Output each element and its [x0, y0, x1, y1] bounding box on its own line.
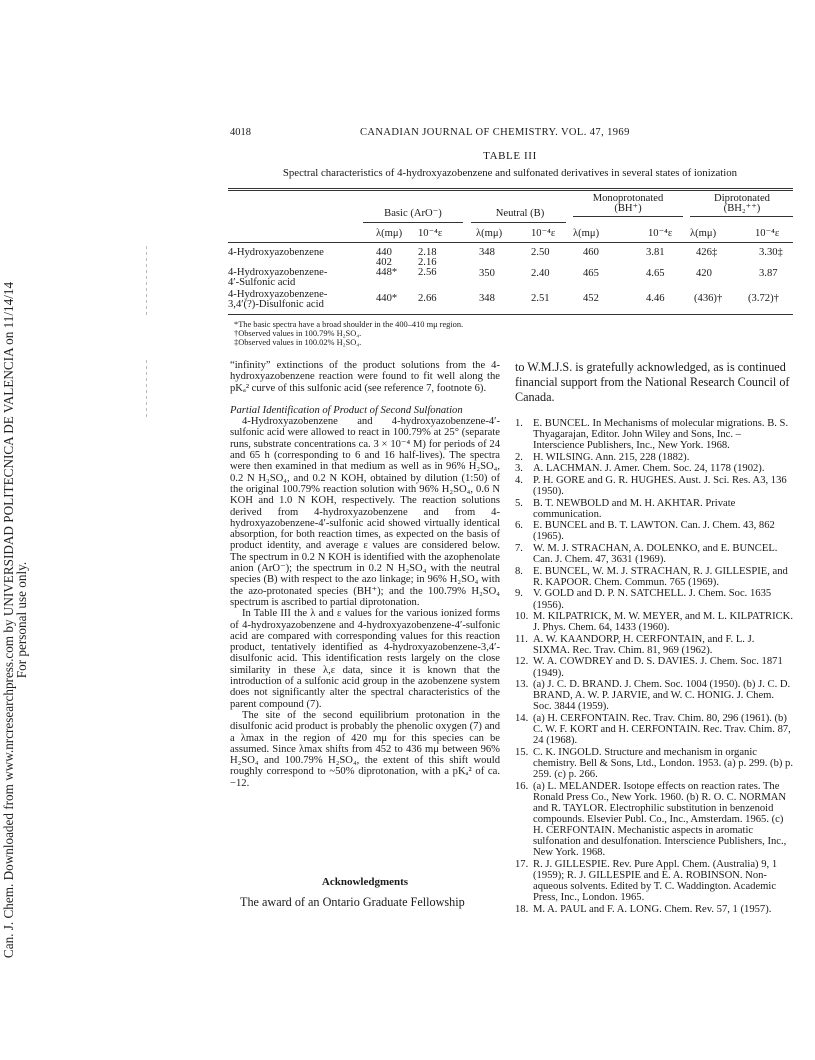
- reference-text: (a) L. MELANDER. Isotope effects on reaction rates. The Ronald Press Co., New York. 1960. (b) R. O. C. NORMAN and R. TAYLOR. Electrophilic substitution in benzenoid compounds. Elsevier Publ. Co., Inc., Amsterdam. 1965. (c) H. CERFONTAIN. Mechanistic aspects in aromatic sulfonation and desulfonation. Interscience Publishers, Inc., New York. 1968.: [533, 780, 787, 859]
- table-cell: (436)†: [694, 293, 723, 304]
- table-cell: 350: [479, 268, 495, 279]
- row-name: 4-Hydroxyazobenzene-: [228, 267, 328, 278]
- row-name: 4-Hydroxyazobenzene: [228, 247, 324, 258]
- margin-mark: [143, 246, 149, 318]
- table-cell: 348: [479, 293, 495, 304]
- table-caption: Spectral characteristics of 4-hydroxyazobenzene and sulfonated derivatives in several states of ionization: [282, 167, 738, 179]
- reference-number: 17.: [515, 858, 529, 870]
- reference-text: C. K. INGOLD. Structure and mechanism in organic chemistry. Bell & Sons, Ltd., London. 1953. (a) p. 299. (b) p. 259. (c) p. 266.: [533, 746, 794, 780]
- sub-eps: 10⁻⁴ε: [755, 228, 780, 239]
- table-rule-bottom: [228, 314, 793, 315]
- reference-text: (a) H. CERFONTAIN. Rec. Trav. Chim. 80, 296 (1961). (b) C. W. F. KORT and H. CERFONTAIN. Rec. Trav. Chim. 87, 24 (1968).: [533, 712, 791, 747]
- left-column: [230, 360, 500, 789]
- reference-text: H. WILSING. Ann. 215, 228 (1882).: [533, 451, 690, 463]
- sub-lambda: λ(mμ): [376, 228, 403, 239]
- reference-item: [515, 418, 793, 451]
- group-di-line1: Diprotonated: [714, 193, 770, 204]
- reference-item: [515, 520, 793, 542]
- reference-text: R. J. GILLESPIE. Rev. Pure Appl. Chem. (Australia) 9, 1 (1959); R. J. GILLESPIE and E. A. ROBINSON. Non-aqueous solvents. Edited by T. C. Waddington. Academic Press, Inc., London. 1965.: [533, 858, 778, 903]
- reference-number: 12.: [515, 656, 529, 668]
- row-name: 3,4′(?)-Disulfonic acid: [228, 299, 324, 310]
- table-cell: 3.30‡: [759, 247, 783, 258]
- group-di-line2: (BH₂⁺⁺): [723, 203, 761, 214]
- reference-item: [515, 452, 793, 463]
- table-cell: 440*: [376, 293, 398, 304]
- table-cell: 3.81: [646, 247, 665, 258]
- reference-item: [515, 679, 793, 712]
- table-rule-mid: [228, 242, 793, 243]
- table-cell: 460: [583, 247, 599, 258]
- reference-number: 10.: [515, 611, 529, 623]
- table-cell: 2.16: [418, 257, 437, 268]
- table-cell: 448*: [376, 267, 398, 278]
- reference-number: 4.: [515, 474, 523, 486]
- reference-number: 2.: [515, 451, 523, 463]
- reference-text: M. KILPATRICK, M. W. MEYER, and M. L. KILPATRICK. J. Phys. Chem. 64, 1433 (1960).: [533, 611, 793, 634]
- table-cell: 402: [376, 257, 392, 268]
- reference-item: [515, 611, 793, 633]
- reference-number: 18.: [515, 903, 529, 915]
- group-mono-line2: (BH⁺): [614, 203, 642, 214]
- table-title: TABLE III: [483, 150, 537, 162]
- reference-text: A. LACHMAN. J. Amer. Chem. Soc. 24, 1178 (1902).: [533, 463, 765, 475]
- table-cell: 3.87: [759, 268, 778, 279]
- sub-eps: 10⁻⁴ε: [531, 228, 556, 239]
- acknowledgments-text: The award of an Ontario Graduate Fellowship: [240, 895, 465, 909]
- table-cell: 4.65: [646, 268, 665, 279]
- reference-number: 8.: [515, 565, 523, 577]
- download-watermark: [2, 180, 28, 1060]
- reference-number: 14.: [515, 712, 529, 724]
- table-cell: 348: [479, 247, 495, 258]
- reference-number: 9.: [515, 588, 523, 600]
- table-footnotes: [234, 320, 463, 347]
- reference-number: 15.: [515, 746, 529, 758]
- reference-item: [515, 543, 793, 565]
- sub-eps: 10⁻⁴ε: [648, 228, 673, 239]
- paragraph: The site of the second equilibrium protonation in the disulfonic acid product is probably the phenolic oxygen (7) and a λmax in the region of 420 mμ for this species can be assumed. Since λmax shifts from 452 to 436 mμ between 96% H₂SO₄ and 100.79% H₂SO₄, the extent of this shift would roughly correspond to ~50% diprotonation, with a pKₐ² of ca. −12.: [230, 709, 500, 789]
- group-rule: [573, 216, 683, 217]
- reference-number: 11.: [515, 633, 528, 645]
- table-cell: 2.56: [418, 267, 437, 278]
- reference-text: V. GOLD and D. P. N. SATCHELL. J. Chem. Soc. 1635 (1956).: [533, 588, 772, 611]
- table-cell: 452: [583, 293, 599, 304]
- sub-lambda: λ(mμ): [573, 228, 600, 239]
- reference-text: E. BUNCEL. In Mechanisms of molecular migrations. B. S. Thyagarajan, Editor. John Wiley and Sons, Inc. – Interscience Publishers, Inc., New York. 1968.: [533, 418, 789, 452]
- reference-number: 1.: [515, 418, 523, 429]
- paragraph: 4-Hydroxyazobenzene and 4-hydroxyazobenzene-4′-sulfonic acid were allowed to react in 100.79% at 25° (separate runs, substrate concentrations ca. 3 × 10⁻⁴ M) for periods of 24 and 65 h (corresponding to 6 and 16 half-lives). The spectra were then examined in that medium as well as in 96% H₂SO₄, 0.2 N H₂SO₄, and 0.2 N KOH, obtained by dilution (1:50) of the original 100.79% reaction solution with 96% H₂SO₄, 0.6 N KOH and 1.0 N KOH, respectively. The reaction solutions derived from 4-hydroxyazobenzene and from 4-hydroxyazobenzene-4′-sulfonic acid showed virtually identical absorption, for both reaction times, as expected on the basis of product identity, and average ε values are considered below. The spectrum in 0.2 N KOH is identified with the azophenolate anion (ArO⁻); the spectrum in 0.2 N H₂SO₄ with the neutral species (B) with respect to the azo linkage; in 96% H₂SO₄ with the azo-protonated species (BH⁺); and the 100.79% H₂SO₄ spectrum is ascribed to partial diprotonation.: [230, 416, 500, 608]
- table-cell: (3.72)†: [748, 293, 779, 304]
- table-cell: 420: [696, 268, 712, 279]
- sub-lambda: λ(mμ): [690, 228, 717, 239]
- page-number: 4018: [230, 127, 251, 138]
- row-name: 4′-Sulfonic acid: [228, 277, 296, 288]
- table-cell: 440: [376, 247, 392, 258]
- table-rule-top: [228, 188, 793, 191]
- reference-text: W. A. COWDREY and D. S. DAVIES. J. Chem. Soc. 1871 (1949).: [533, 656, 783, 679]
- reference-item: [515, 463, 793, 474]
- table-cell: 2.51: [531, 293, 550, 304]
- reference-item: [515, 475, 793, 497]
- section-heading: Partial Identification of Product of Second Sulfonation: [230, 404, 463, 416]
- reference-number: 5.: [515, 497, 523, 509]
- reference-item: [515, 713, 793, 746]
- sub-eps: 10⁻⁴ε: [418, 228, 443, 239]
- watermark-line-2: For personal use only.: [14, 561, 29, 679]
- group-rule: [471, 222, 566, 223]
- row-name: 4-Hydroxyazobenzene-: [228, 289, 328, 300]
- margin-mark: [143, 360, 149, 420]
- acknowledgments-heading: Acknowledgments: [321, 876, 409, 888]
- watermark-line-1: Can. J. Chem. Downloaded from www.nrcresearchpress.com by UNIVERSIDAD POLITECNICA DE VALENCIA on 11/14/14: [1, 281, 16, 959]
- table-cell: 4.46: [646, 293, 665, 304]
- paragraph: In Table III the λ and ε values for the various ionized forms of 4-hydroxyazobenzene and 4-hydroxyazobenzene-4′-sulfonic acid are compared with corresponding values for this reaction product, tentatively identified as 4-hydroxyazobenzene-3,4′-disulfonic acid. This identification rests largely on the close similarity in these λ,ε data, since it is known that the introduction of a sulfonic acid group in the azobenzene system does not significantly alter the spectral characteristics of the parent compound (7).: [230, 608, 500, 710]
- reference-list: [515, 418, 793, 915]
- footnote: †Observed values in 100.79% H₂SO₄.: [234, 329, 362, 338]
- group-basic: Basic (ArO⁻): [384, 208, 442, 219]
- table-cell: 2.66: [418, 293, 437, 304]
- paragraph: “infinity” extinctions of the product solutions from the 4-hydroxyazobenzene reaction were found to fit well along the pKₐ² curve of this sulfonic acid (see reference 7, footnote 6).: [230, 360, 500, 394]
- reference-item: [515, 904, 793, 915]
- table-cell: 2.40: [531, 268, 550, 279]
- reference-number: 6.: [515, 520, 523, 532]
- table-cell: 2.50: [531, 247, 550, 258]
- sub-lambda: λ(mμ): [476, 228, 503, 239]
- reference-item: [515, 747, 793, 780]
- reference-number: 7.: [515, 543, 523, 555]
- reference-item: [515, 656, 793, 678]
- reference-text: A. W. KAANDORP, H. CERFONTAIN, and F. L. J. SIXMA. Rec. Trav. Chim. 81, 969 (1962).: [533, 633, 755, 656]
- reference-text: E. BUNCEL, W. M. J. STRACHAN, R. J. GILLESPIE, and R. KAPOOR. Chem. Commun. 765 (1969).: [533, 565, 788, 588]
- reference-item: [515, 566, 793, 588]
- group-neutral: Neutral (B): [495, 208, 545, 219]
- journal-title: CANADIAN JOURNAL OF CHEMISTRY. VOL. 47, 1969: [360, 127, 630, 138]
- reference-text: B. T. NEWBOLD and M. H. AKHTAR. Private communication.: [533, 497, 736, 520]
- acknowledgments-continued: to W.M.J.S. is gratefully acknowledged, as is continued financial support from the National Research Council of Canada.: [515, 360, 790, 404]
- reference-text: (a) J. C. D. BRAND. J. Chem. Soc. 1004 (1950). (b) J. C. D. BRAND, A. W. P. JARVIE, and W. C. HONIG. J. Chem. Soc. 3844 (1959).: [533, 679, 791, 713]
- reference-item: [515, 634, 793, 656]
- footnote: *The basic spectra have a broad shoulder in the 400–410 mμ region.: [234, 320, 464, 329]
- reference-number: 16.: [515, 780, 529, 792]
- reference-number: 13.: [515, 679, 529, 691]
- table-cell: 426‡: [696, 247, 718, 258]
- group-mono-line1: Monoprotonated: [592, 193, 664, 204]
- table-cell: 465: [583, 268, 599, 279]
- reference-text: P. H. GORE and G. R. HUGHES. Aust. J. Sci. Res. A3, 136 (1950).: [533, 474, 787, 498]
- reference-number: 3.: [515, 463, 523, 475]
- group-rule: [690, 216, 793, 217]
- reference-item: [515, 588, 793, 610]
- table-cell: 2.18: [418, 247, 437, 258]
- reference-text: W. M. J. STRACHAN, A. DOLENKO, and E. BUNCEL. Can. J. Chem. 47, 3631 (1969).: [533, 543, 778, 566]
- reference-text: M. A. PAUL and F. A. LONG. Chem. Rev. 57, 1 (1957).: [533, 903, 772, 915]
- footnote: ‡Observed values in 100.02% H₂SO₄.: [234, 338, 362, 347]
- group-rule: [363, 222, 463, 223]
- reference-item: [515, 781, 793, 859]
- reference-item: [515, 498, 793, 520]
- reference-text: E. BUNCEL and B. T. LAWTON. Can. J. Chem. 43, 862 (1965).: [533, 520, 775, 543]
- reference-item: [515, 859, 793, 903]
